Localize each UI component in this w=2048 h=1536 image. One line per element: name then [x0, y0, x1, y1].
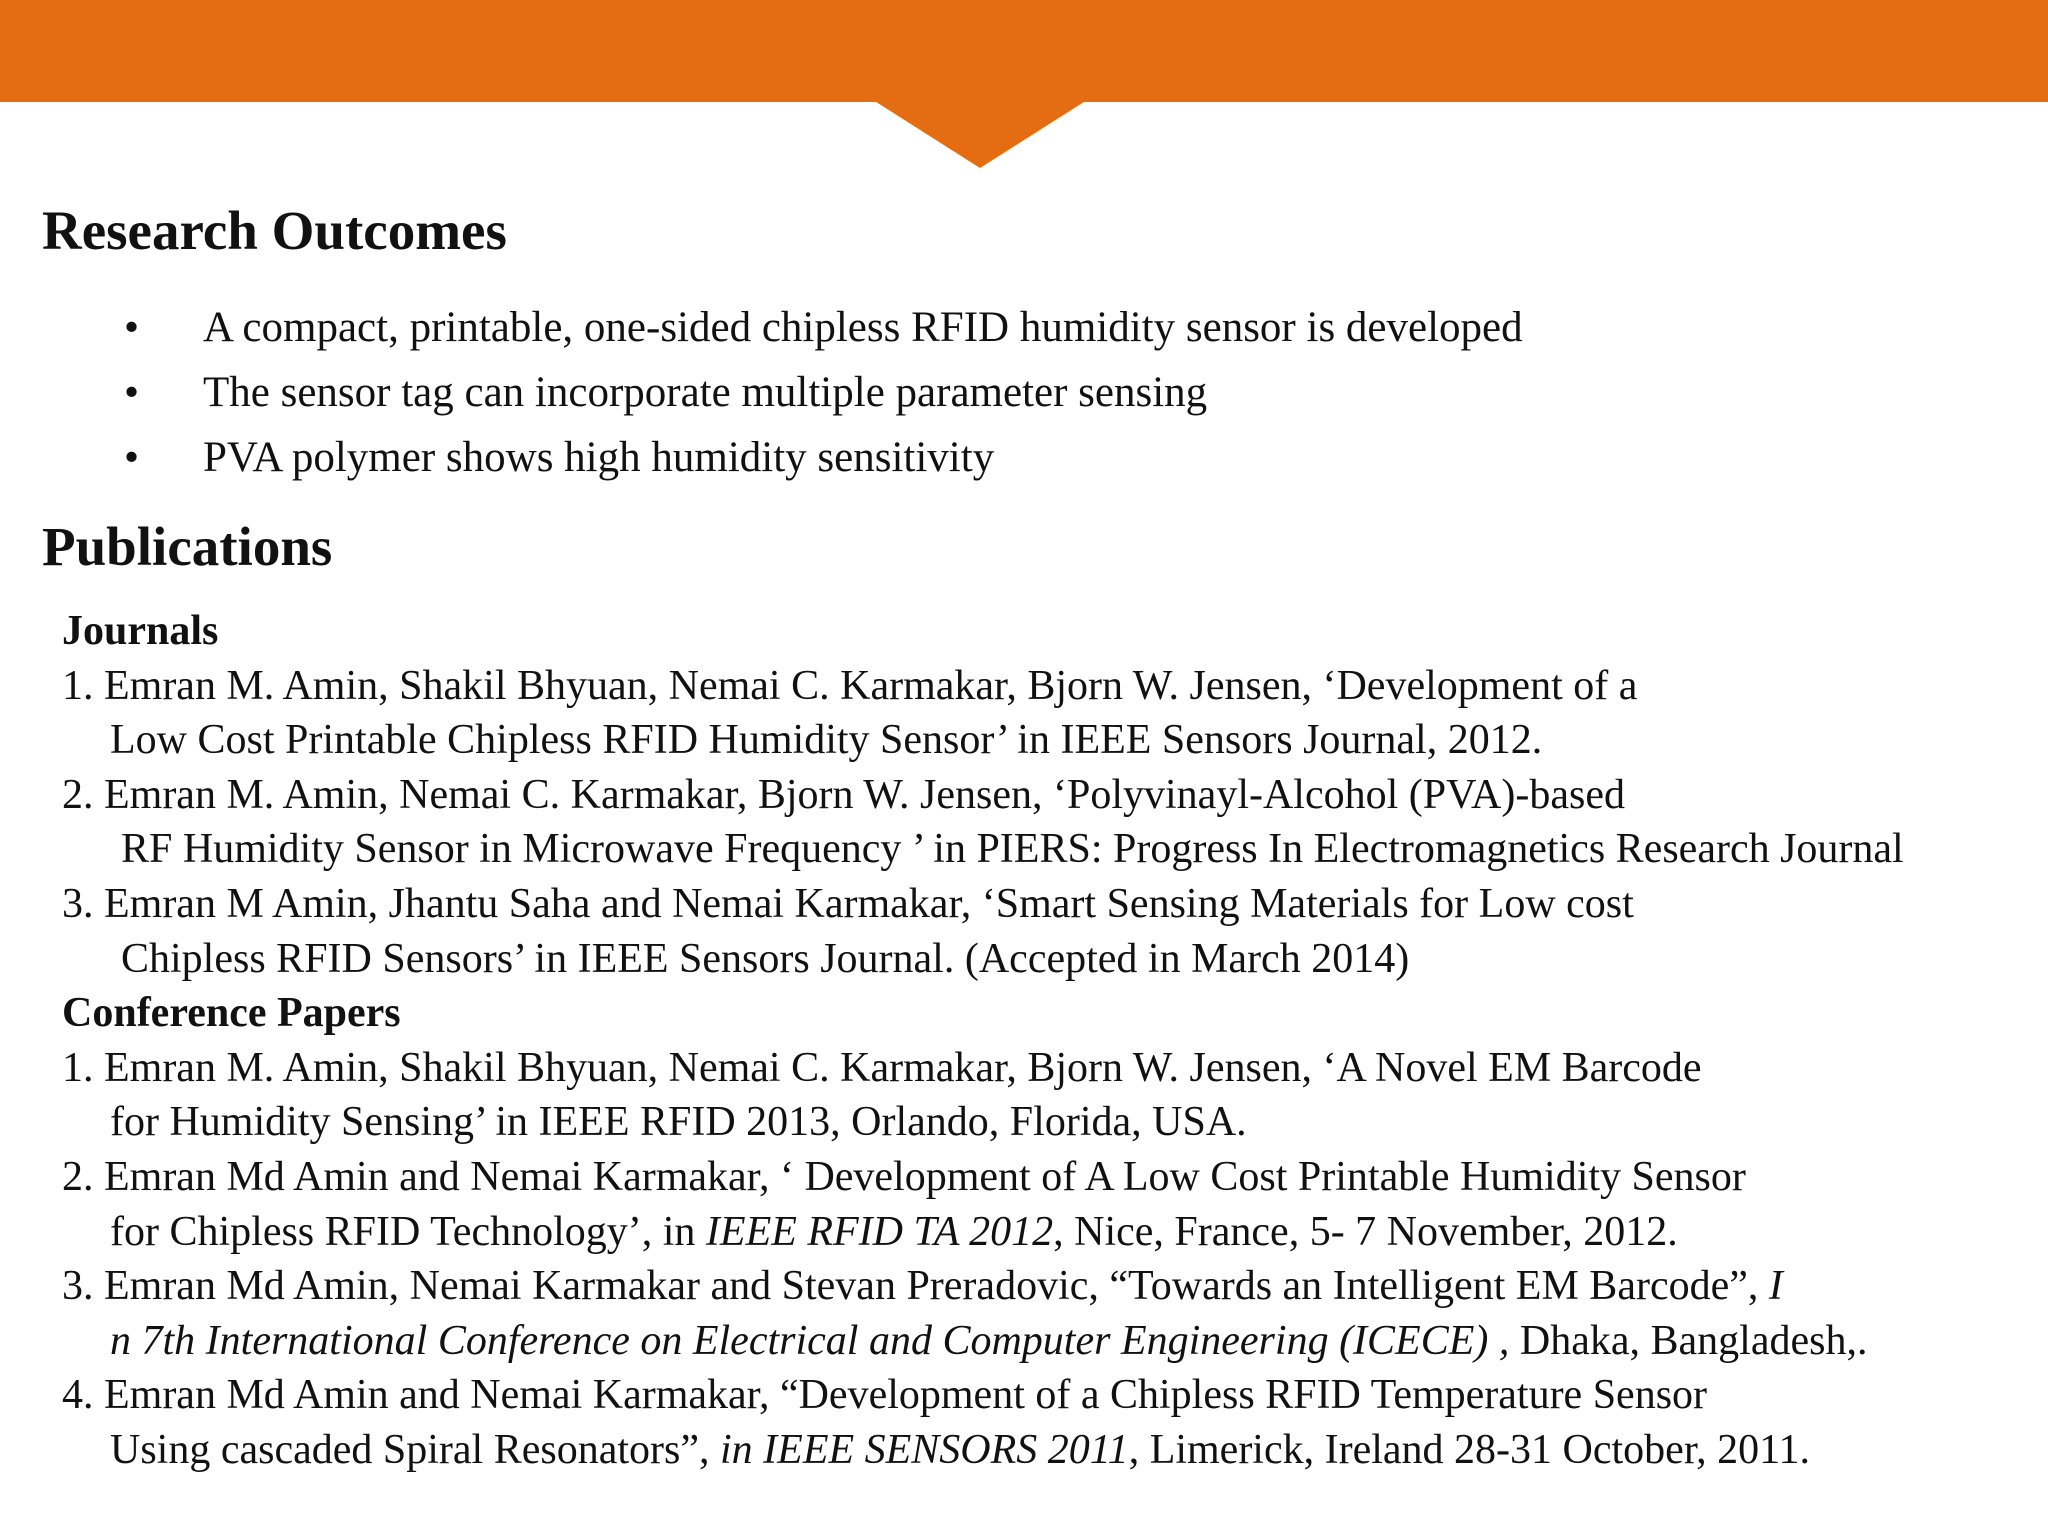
venue-name-start: I [1768, 1263, 1783, 1310]
entry-number: 1. [62, 662, 94, 709]
bullet-icon: • [124, 369, 140, 416]
entry-number: 1. [62, 1044, 94, 1091]
outcome-text: A compact, printable, one-sided chipless RFID humidity sensor is developed [203, 304, 1523, 351]
entry-line-1: Emran M. Amin, Shakil Bhyuan, Nemai C. Karmakar, Bjorn W. Jensen, ‘Development of a [93, 662, 1638, 709]
entry-line-2: Chipless RFID Sensors’ in IEEE Sensors Journal. (Accepted in March 2014) [121, 935, 1410, 982]
venue-name: in IEEE SENSORS 2011 [720, 1426, 1129, 1473]
entry-line-2: Low Cost Printable Chipless RFID Humidity Sensor’ in IEEE Sensors Journal, 2012. [110, 717, 1543, 764]
publications-heading: Publications [42, 516, 333, 577]
entry-line-2-suffix: , Nice, France, 5- 7 November, 2012. [1053, 1208, 1678, 1255]
entry-line-1: Emran Md Amin, Nemai Karmakar and Stevan Preradovic, “Towards an Intelligent EM Barcode”, [93, 1263, 1769, 1310]
entry-number: 2. [62, 1153, 94, 1200]
journal-entry [62, 768, 2048, 877]
conference-entry [62, 1259, 2048, 1368]
entry-line-2: for Humidity Sensing’ in IEEE RFID 2013, Orlando, Florida, USA. [110, 1099, 1247, 1146]
conference-entry [62, 1041, 2048, 1150]
entry-line-1: Emran M Amin, Jhantu Saha and Nemai Karmakar, ‘Smart Sensing Materials for Low cost [93, 880, 1634, 927]
venue-name: IEEE RFID TA 2012 [705, 1208, 1054, 1255]
header-banner [0, 0, 2048, 102]
entry-line-2-suffix: Dhaka, Bangladesh,. [1509, 1317, 1868, 1364]
publications-list [62, 604, 2048, 1478]
research-outcomes-heading: Research Outcomes [42, 200, 507, 261]
entry-line-2 [62, 1314, 2048, 1369]
entry-line-2-text: for Chipless RFID Technology’, in [110, 1208, 706, 1255]
outcome-text: The sensor tag can incorporate multiple parameter sensing [203, 369, 1208, 416]
conference-entry [62, 1368, 2048, 1477]
entry-number: 3. [62, 880, 94, 927]
entry-number: 4. [62, 1372, 94, 1419]
entry-line-2 [62, 1205, 2048, 1260]
entry-line-1: Emran Md Amin and Nemai Karmakar, “Development of a Chipless RFID Temperature Sensor [93, 1372, 1708, 1419]
entry-line-2 [62, 1423, 2048, 1478]
journal-entry [62, 659, 2048, 768]
entry-number: 3. [62, 1263, 94, 1310]
entry-line-2: RF Humidity Sensor in Microwave Frequency ’ in PIERS: Progress In Electromagnetics Research Journal [121, 826, 1904, 873]
outcome-text: PVA polymer shows high humidity sensitivity [203, 434, 995, 481]
entry-line-1: Emran M. Amin, Nemai C. Karmakar, Bjorn W. Jensen, ‘Polyvinayl-Alcohol (PVA)-based [93, 771, 1625, 818]
entry-line-1: Emran Md Amin and Nemai Karmakar, ‘ Development of A Low Cost Printable Humidity Sensor [93, 1153, 1746, 1200]
header-banner-notch [873, 100, 1087, 168]
conference-entry [62, 1150, 2048, 1259]
bullet-icon: • [124, 304, 140, 351]
conference-papers-subheading: Conference Papers [62, 990, 401, 1037]
journals-subheading: Journals [62, 608, 219, 654]
venue-name: n 7th International Conference on Electrical and Computer Engineering (ICECE) , [110, 1317, 1510, 1364]
entry-line-1: Emran M. Amin, Shakil Bhyuan, Nemai C. Karmakar, Bjorn W. Jensen, ‘A Novel EM Barcode [93, 1044, 1702, 1091]
journal-entry [62, 877, 2048, 986]
bullet-icon: • [124, 434, 140, 481]
entry-number: 2. [62, 771, 94, 818]
entry-line-2-text: Using cascaded Spiral Resonators”, [110, 1426, 721, 1473]
entry-line-2-suffix: , Limerick, Ireland 28-31 October, 2011. [1128, 1426, 1811, 1473]
